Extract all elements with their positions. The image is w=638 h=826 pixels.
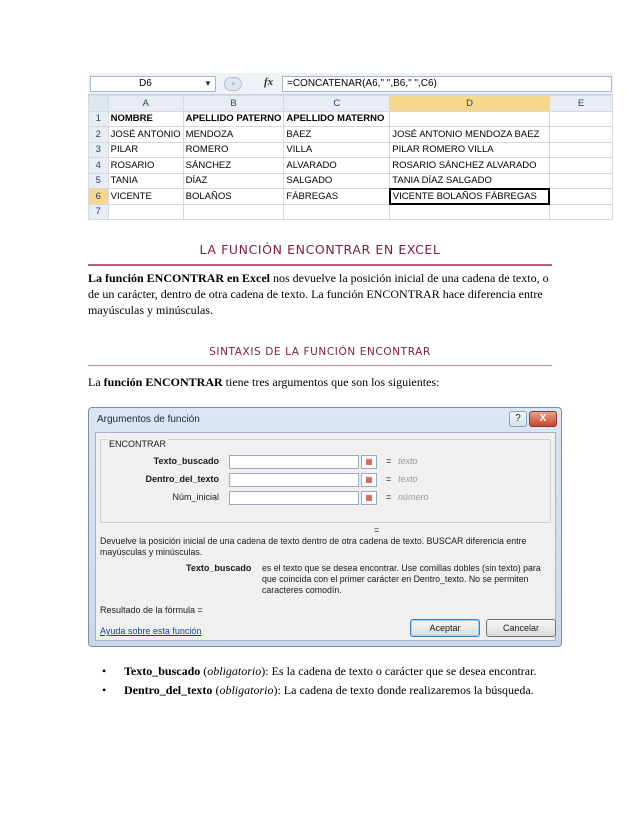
list-item: • Texto_buscado (obligatorio): Es la cadena de texto o carácter que se desea encontrar. bbox=[102, 664, 537, 678]
dentro-del-texto-input[interactable] bbox=[229, 473, 359, 487]
cell[interactable]: JOSÉ ANTONIO bbox=[108, 127, 183, 143]
bullet-icon: • bbox=[102, 664, 107, 678]
cell[interactable]: APELLIDO PATERNO bbox=[183, 111, 284, 127]
cell[interactable]: JOSÉ ANTONIO MENDOZA BAEZ bbox=[390, 127, 550, 143]
row-header[interactable]: 2 bbox=[89, 127, 109, 143]
column-header[interactable]: B bbox=[183, 96, 284, 112]
cell[interactable] bbox=[549, 111, 612, 127]
arg-label-num-inicial: Núm_inicial bbox=[172, 492, 219, 502]
arguments-list bbox=[88, 664, 552, 702]
arg-label-texto-buscado: Texto_buscado bbox=[153, 456, 219, 466]
cell[interactable]: MENDOZA bbox=[183, 127, 284, 143]
formula-input[interactable]: =CONCATENAR(A6," ",B6," ",C6) bbox=[282, 76, 612, 92]
close-button[interactable]: X bbox=[529, 411, 557, 427]
name-box[interactable]: D6 bbox=[90, 76, 216, 92]
syntax-text-pre: La bbox=[88, 375, 104, 389]
cell[interactable]: VILLA bbox=[284, 142, 390, 158]
cell[interactable]: BOLAÑOS bbox=[183, 189, 284, 205]
cell[interactable]: DÍAZ bbox=[183, 173, 284, 189]
chevron-down-icon[interactable]: ▼ bbox=[204, 79, 212, 88]
help-button[interactable]: ? bbox=[509, 411, 527, 427]
cell[interactable] bbox=[549, 173, 612, 189]
cell[interactable] bbox=[390, 204, 550, 220]
intro-bold-text: La función ENCONTRAR en Excel bbox=[88, 271, 271, 285]
select-all-corner[interactable] bbox=[89, 96, 109, 112]
list-text: : La cadena de texto donde realizaremos la búsqueda. bbox=[277, 683, 534, 697]
cell[interactable]: ROSARIO bbox=[108, 158, 183, 174]
cell[interactable]: ROMERO bbox=[183, 142, 284, 158]
cell[interactable]: TANIA DÍAZ SALGADO bbox=[390, 173, 550, 189]
syntax-bold-text: función ENCONTRAR bbox=[103, 375, 223, 389]
cell[interactable]: TANIA bbox=[108, 173, 183, 189]
cell[interactable]: BAEZ bbox=[284, 127, 390, 143]
cell[interactable]: PILAR bbox=[108, 142, 183, 158]
help-link[interactable]: Ayuda sobre esta función bbox=[100, 626, 202, 636]
collapse-dialog-icon[interactable]: ▦ bbox=[361, 455, 377, 469]
row-header[interactable]: 3 bbox=[89, 142, 109, 158]
column-header[interactable]: D bbox=[390, 96, 550, 112]
spreadsheet-grid bbox=[88, 95, 613, 220]
list-item: • Dentro_del_texto (obligatorio): La cadena de texto donde realizaremos la búsqueda. bbox=[102, 683, 534, 697]
row-header[interactable]: 7 bbox=[89, 204, 109, 220]
list-qualifier: obligatorio bbox=[207, 664, 262, 678]
cell[interactable]: VICENTE bbox=[108, 189, 183, 205]
cell[interactable] bbox=[284, 204, 390, 220]
syntax-text: tiene tres argumentos que son los siguientes: bbox=[222, 375, 440, 389]
num-inicial-input[interactable] bbox=[229, 491, 359, 505]
function-group bbox=[100, 439, 551, 523]
syntax-paragraph bbox=[88, 374, 552, 390]
fx-icon[interactable]: fx bbox=[264, 76, 274, 88]
list-text: : Es la cadena de texto o carácter que se desea encontrar. bbox=[265, 664, 537, 678]
list-term: Texto_buscado bbox=[124, 664, 201, 678]
section-heading: LA FUNCIÓN ENCONTRAR EN EXCEL bbox=[199, 242, 441, 257]
result-equals-sign: = bbox=[374, 525, 380, 535]
function-name: ENCONTRAR bbox=[109, 439, 167, 449]
formula-bar bbox=[88, 73, 613, 95]
table-row bbox=[89, 111, 613, 127]
cell[interactable]: PILAR ROMERO VILLA bbox=[390, 142, 550, 158]
equals-sign: = bbox=[386, 456, 392, 466]
texto-buscado-input[interactable] bbox=[229, 455, 359, 469]
subsection-heading: SINTAXIS DE LA FUNCIÓN ENCONTRAR bbox=[209, 346, 431, 358]
dialog-body bbox=[95, 432, 556, 641]
table-row bbox=[89, 127, 613, 143]
arg-type-value: número bbox=[398, 492, 429, 502]
cell[interactable] bbox=[183, 204, 284, 220]
arg-description-text: es el texto que se desea encontrar. Use comillas dobles (sin texto) para que coincida con el primer carácter en Dentro_texto. No se permiten caracteres comodín. bbox=[262, 563, 541, 595]
cell[interactable] bbox=[549, 204, 612, 220]
arg-type-value: texto bbox=[398, 474, 418, 484]
table-row bbox=[89, 173, 613, 189]
table-row bbox=[89, 189, 613, 205]
cell[interactable]: ALVARADO bbox=[284, 158, 390, 174]
collapse-dialog-icon[interactable]: ▦ bbox=[361, 491, 377, 505]
row-header[interactable]: 6 bbox=[89, 189, 109, 205]
cancel-button[interactable]: Cancelar bbox=[486, 619, 556, 637]
cell[interactable]: ROSARIO SÁNCHEZ ALVARADO bbox=[390, 158, 550, 174]
function-description: Devuelve la posición inicial de una cadena de texto dentro de otra cadena de texto. BUSCAR diferencia entre mayúsculas y minúsculas. bbox=[100, 536, 527, 557]
row-header[interactable]: 5 bbox=[89, 173, 109, 189]
arg-type-value: texto bbox=[398, 456, 418, 466]
intro-paragraph bbox=[88, 270, 552, 318]
table-row bbox=[89, 158, 613, 174]
cell[interactable] bbox=[549, 158, 612, 174]
accept-button[interactable]: Aceptar bbox=[410, 619, 480, 637]
row-header[interactable]: 1 bbox=[89, 111, 109, 127]
cell[interactable] bbox=[108, 204, 183, 220]
cell[interactable] bbox=[549, 142, 612, 158]
equals-sign: = bbox=[386, 474, 392, 484]
cell[interactable]: APELLIDO MATERNO bbox=[284, 111, 390, 127]
formula-bar-toggle-icon[interactable]: ◦ bbox=[224, 77, 242, 91]
formula-result-label: Resultado de la fórmula = bbox=[100, 605, 203, 615]
excel-screenshot bbox=[88, 73, 613, 223]
cell[interactable] bbox=[549, 127, 612, 143]
list-term: Dentro_del_texto bbox=[124, 683, 213, 697]
column-header[interactable]: A bbox=[108, 96, 183, 112]
table-row bbox=[89, 204, 613, 220]
cell[interactable]: SALGADO bbox=[284, 173, 390, 189]
dialog-title: Argumentos de función bbox=[97, 414, 200, 425]
column-header[interactable]: E bbox=[549, 96, 612, 112]
collapse-dialog-icon[interactable]: ▦ bbox=[361, 473, 377, 487]
row-header[interactable]: 4 bbox=[89, 158, 109, 174]
arg-label-dentro-del-texto: Dentro_del_texto bbox=[145, 474, 219, 484]
intro-text: nos devuelve la posición inicial de una cadena de texto, o de un carácter, dentro de otra cadena de texto. La función ENCONTRAR hace diferencia entre mayúsculas y minúsculas. bbox=[88, 271, 549, 317]
cell[interactable] bbox=[549, 189, 612, 205]
list-qualifier: obligatorio bbox=[219, 683, 274, 697]
arg-description-label: Texto_buscado bbox=[186, 563, 252, 573]
table-row bbox=[89, 142, 613, 158]
bullet-icon: • bbox=[102, 683, 107, 697]
cell[interactable]: FÁBREGAS bbox=[284, 189, 390, 205]
column-header[interactable]: C bbox=[284, 96, 390, 112]
equals-sign: = bbox=[386, 492, 392, 502]
heading-rule bbox=[88, 264, 552, 266]
function-arguments-dialog bbox=[88, 407, 562, 647]
active-cell[interactable]: VICENTE BOLAÑOS FÁBREGAS bbox=[390, 189, 550, 205]
cell[interactable]: SÁNCHEZ bbox=[183, 158, 284, 174]
cell[interactable]: NOMBRE bbox=[108, 111, 183, 127]
subheading-rule bbox=[88, 365, 552, 366]
cell[interactable] bbox=[390, 111, 550, 127]
